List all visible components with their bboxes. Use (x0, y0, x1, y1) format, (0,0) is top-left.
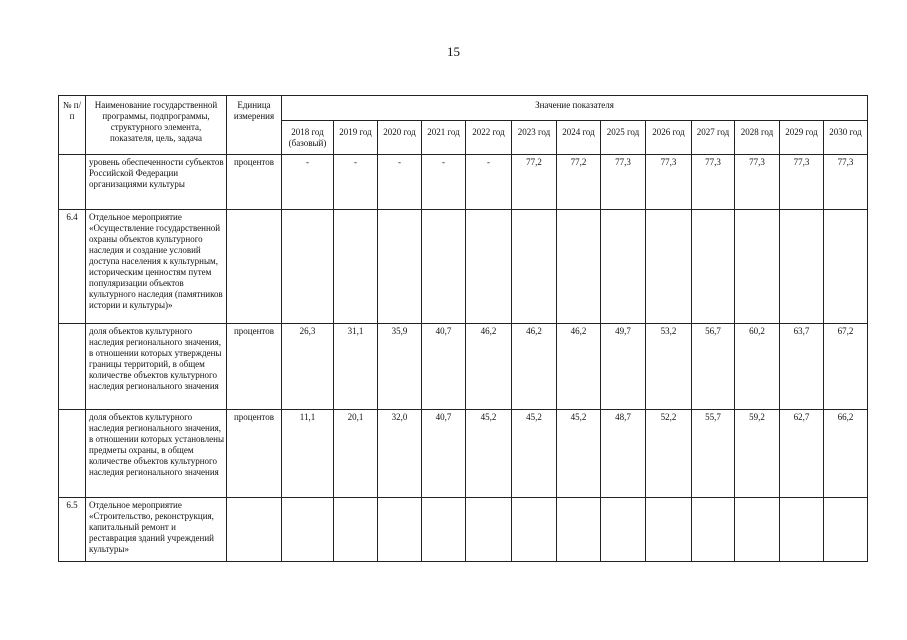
table-row (59, 155, 868, 210)
row-value (334, 210, 378, 324)
header-year: 2028 год (735, 121, 780, 155)
row-unit: процентов (227, 324, 282, 410)
row-unit: процентов (227, 155, 282, 210)
row-number (59, 324, 86, 410)
row-value (692, 498, 735, 562)
row-value: 66,2 (824, 410, 868, 498)
row-value (824, 498, 868, 562)
row-value: 77,3 (824, 155, 868, 210)
row-value (735, 498, 780, 562)
indicator-table (58, 95, 868, 562)
header-row-1 (59, 96, 868, 121)
row-value: - (378, 155, 422, 210)
row-value: 45,2 (466, 410, 512, 498)
table-row (59, 210, 868, 324)
row-number: 6.5 (59, 498, 86, 562)
row-value: 40,7 (422, 410, 466, 498)
row-number: 6.4 (59, 210, 86, 324)
row-value: 67,2 (824, 324, 868, 410)
header-year: 2026 год (646, 121, 692, 155)
row-value (378, 210, 422, 324)
row-value (512, 210, 557, 324)
row-value: - (466, 155, 512, 210)
row-value (780, 210, 824, 324)
row-value (466, 498, 512, 562)
row-number (59, 410, 86, 498)
table-row (59, 324, 868, 410)
row-unit (227, 210, 282, 324)
row-value: 49,7 (601, 324, 646, 410)
row-value: - (282, 155, 334, 210)
header-year: 2020 год (378, 121, 422, 155)
row-value: 48,7 (601, 410, 646, 498)
row-value (512, 498, 557, 562)
row-value: 35,9 (378, 324, 422, 410)
row-unit: процентов (227, 410, 282, 498)
row-name: уровень обеспеченности субъектов Российской Федерации организациями культуры (86, 155, 227, 210)
row-value: 31,1 (334, 324, 378, 410)
row-value (282, 498, 334, 562)
header-year: 2022 год (466, 121, 512, 155)
row-value: 55,7 (692, 410, 735, 498)
row-value (557, 498, 601, 562)
row-value: 32,0 (378, 410, 422, 498)
row-value (422, 498, 466, 562)
row-value: 77,2 (512, 155, 557, 210)
row-name: Отдельное мероприятие «Строительство, реконструкция, капитальный ремонт и реставрация зданий учреждений культуры» (86, 498, 227, 562)
row-value (646, 498, 692, 562)
row-value: 26,3 (282, 324, 334, 410)
row-value: 60,2 (735, 324, 780, 410)
row-name: доля объектов культурного наследия регионального значения, в отношении которых утверждены границы территорий, в общем количестве объектов культурного наследия регионального значения (86, 324, 227, 410)
row-value (692, 210, 735, 324)
header-year: 2018 год (базовый) (282, 121, 334, 155)
row-value: 11,1 (282, 410, 334, 498)
row-value (422, 210, 466, 324)
row-value (601, 498, 646, 562)
table-row (59, 498, 868, 562)
row-value (601, 210, 646, 324)
row-value: 77,3 (646, 155, 692, 210)
row-value: 20,1 (334, 410, 378, 498)
table-row (59, 410, 868, 498)
row-name: доля объектов культурного наследия регионального значения, в отношении которых установлены предметы охраны, в общем количестве объектов культурного наследия регионального значения (86, 410, 227, 498)
row-value (824, 210, 868, 324)
row-value (334, 498, 378, 562)
row-value: 77,3 (780, 155, 824, 210)
row-name: Отдельное мероприятие «Осуществление государственной охраны объектов культурного наследия и создание условий доступа населения к культурным, историческим ценностям путем популяризации объектов культурного наследия (памятников истории и культуры)» (86, 210, 227, 324)
row-unit (227, 498, 282, 562)
row-value: 77,2 (557, 155, 601, 210)
page-number: 15 (447, 44, 460, 59)
row-value (378, 498, 422, 562)
row-number (59, 155, 86, 210)
header-year: 2019 год (334, 121, 378, 155)
row-value (557, 210, 601, 324)
row-value: 77,3 (601, 155, 646, 210)
header-name: Наименование государственной программы, подпрограммы, структурного элемента, показателя, цель, задача (86, 96, 227, 155)
row-value: 77,3 (692, 155, 735, 210)
row-value (282, 210, 334, 324)
row-value: 46,2 (466, 324, 512, 410)
row-value: - (422, 155, 466, 210)
row-value: 77,3 (735, 155, 780, 210)
row-value: 46,2 (557, 324, 601, 410)
row-value: 40,7 (422, 324, 466, 410)
row-value (780, 498, 824, 562)
row-value: 63,7 (780, 324, 824, 410)
header-year: 2025 год (601, 121, 646, 155)
row-value: 56,7 (692, 324, 735, 410)
header-year: 2024 год (557, 121, 601, 155)
header-year: 2027 год (692, 121, 735, 155)
row-value: 45,2 (557, 410, 601, 498)
row-value: - (334, 155, 378, 210)
row-value: 59,2 (735, 410, 780, 498)
row-value: 62,7 (780, 410, 824, 498)
row-value: 45,2 (512, 410, 557, 498)
table-body (59, 155, 868, 562)
row-value (735, 210, 780, 324)
header-year: 2029 год (780, 121, 824, 155)
header-unit: Единица измерения (227, 96, 282, 155)
header-year: 2021 год (422, 121, 466, 155)
row-value (466, 210, 512, 324)
header-year: 2030 год (824, 121, 868, 155)
header-num: № п/п (59, 96, 86, 155)
row-value (646, 210, 692, 324)
row-value: 46,2 (512, 324, 557, 410)
row-value: 53,2 (646, 324, 692, 410)
header-year: 2023 год (512, 121, 557, 155)
row-value: 52,2 (646, 410, 692, 498)
header-value-group: Значение показателя (282, 96, 868, 121)
